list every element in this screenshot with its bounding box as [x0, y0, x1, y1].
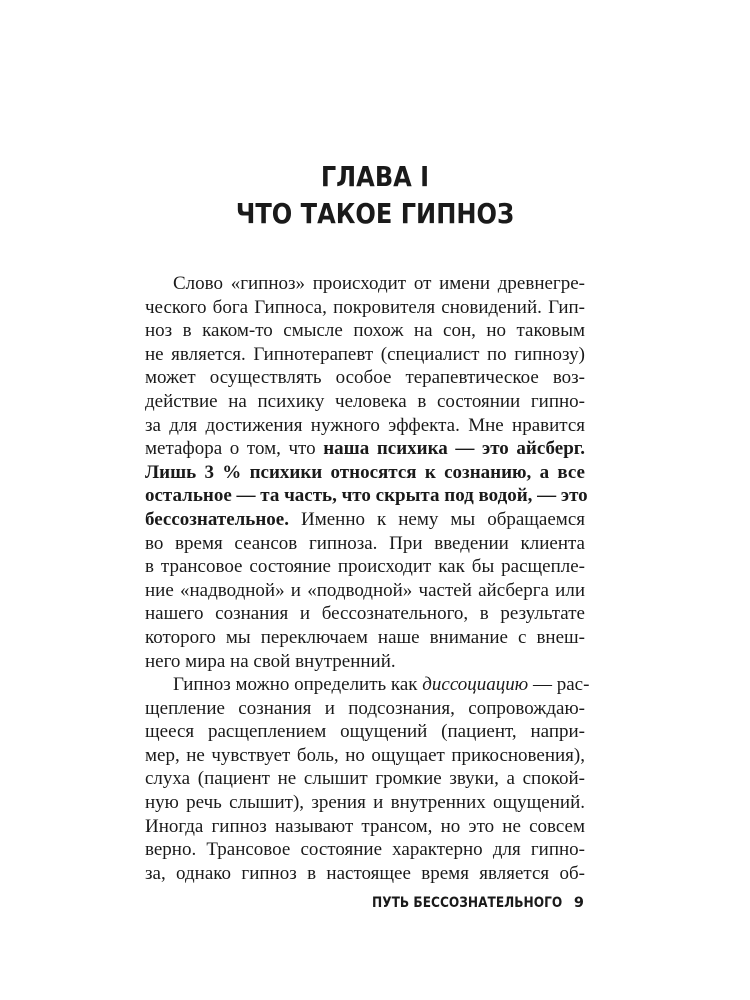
text-segment: него мира на свой внутренний.: [145, 650, 396, 672]
chapter-number: ГЛАВА I: [320, 160, 430, 193]
text-segment: во время сеансов гипноза. При введении клиента: [145, 532, 585, 554]
text-line: [145, 602, 585, 626]
text-segment: в трансовое состояние происходит как бы расщепле-: [145, 556, 585, 578]
text-segment: нашего сознания и бессознательного, в результате: [145, 603, 585, 625]
text-line: [145, 555, 585, 579]
text-line: [145, 508, 585, 532]
text-line: [145, 720, 585, 744]
text-segment: за для достижения нужного эффекта. Мне нравится: [145, 414, 585, 436]
text-line: [145, 319, 585, 343]
text-segment: — рас-: [528, 674, 590, 696]
text-line: [145, 791, 585, 815]
text-segment: щепление сознания и подсознания, сопровождаю-: [145, 697, 585, 719]
text-line: [145, 414, 585, 438]
text-line: [145, 862, 585, 886]
text-line: [145, 767, 585, 791]
text-segment: которого мы переключаем наше внимание с внеш-: [145, 626, 585, 648]
text-line: [145, 838, 585, 862]
text-segment: ние «надводной» и «подводной» частей айсберга или: [145, 579, 585, 601]
text-line: [145, 390, 585, 414]
text-segment: Иногда гипноз называют трансом, но это не совсем: [145, 815, 585, 837]
text-line: [145, 532, 585, 556]
text-segment: не является. Гипнотерапевт (специалист по гипнозу): [145, 343, 585, 365]
text-segment: ную речь слышит), зрения и внутренних ощущений.: [145, 792, 585, 814]
chapter-heading: [53, 158, 698, 232]
body-text: [145, 272, 590, 885]
text-segment: щееся расщеплением ощущений (пациент, напри-: [145, 721, 585, 743]
italic-text: диссоциацию: [422, 674, 529, 696]
text-segment: верно. Трансовое состояние характерно для гипно-: [145, 839, 585, 861]
text-line: [145, 579, 585, 603]
bold-text: бессознательное.: [145, 508, 289, 530]
text-line: [145, 296, 585, 320]
running-footer: [372, 893, 584, 913]
text-line: [145, 437, 585, 461]
text-segment: мер, не чувствует боль, но ощущает прикосновения),: [145, 744, 585, 766]
text-line: [145, 484, 588, 508]
bold-text: наша психика — это айсберг.: [323, 438, 585, 460]
page-number: 9: [573, 895, 584, 911]
bold-text: Лишь 3 % психики относятся к сознанию, а все: [145, 461, 585, 483]
bold-text: остальное — та часть, что скрыта под водой, — это: [145, 485, 588, 507]
running-title: ПУТЬ БЕССОЗНАТЕЛЬНОГО: [372, 895, 563, 911]
text-line: [145, 815, 585, 839]
chapter-title: ЧТО ТАКОЕ ГИПНОЗ: [235, 197, 515, 230]
text-segment: метафора о том, что: [145, 438, 324, 460]
text-line: [145, 697, 585, 721]
text-line: [145, 461, 585, 485]
text-segment: Слово «гипноз» происходит от имени древнегре-: [173, 273, 585, 294]
text-line: [145, 626, 585, 650]
text-segment: Именно к нему мы обращаемся: [288, 508, 585, 530]
paragraph-first-line: [145, 673, 590, 697]
text-line: [145, 366, 585, 390]
text-segment: за, однако гипноз в настоящее время является об-: [145, 862, 585, 884]
text-segment: может осуществлять особое терапевтическое воз-: [145, 367, 585, 389]
text-segment: действие на психику человека в состоянии гипно-: [145, 390, 585, 412]
text-line: [145, 744, 585, 768]
text-segment: ческого бога Гипноса, покровителя сновидений. Гип-: [145, 296, 585, 318]
text-segment: Гипноз можно определить как: [173, 674, 423, 696]
text-segment: слуха (пациент не слышит громкие звуки, а спокой-: [145, 768, 585, 790]
text-segment: ноз в каком-то смысле похож на сон, но таковым: [145, 320, 585, 342]
text-line: [145, 343, 585, 367]
text-line: [145, 650, 585, 674]
paragraph-first-line: [145, 272, 585, 296]
